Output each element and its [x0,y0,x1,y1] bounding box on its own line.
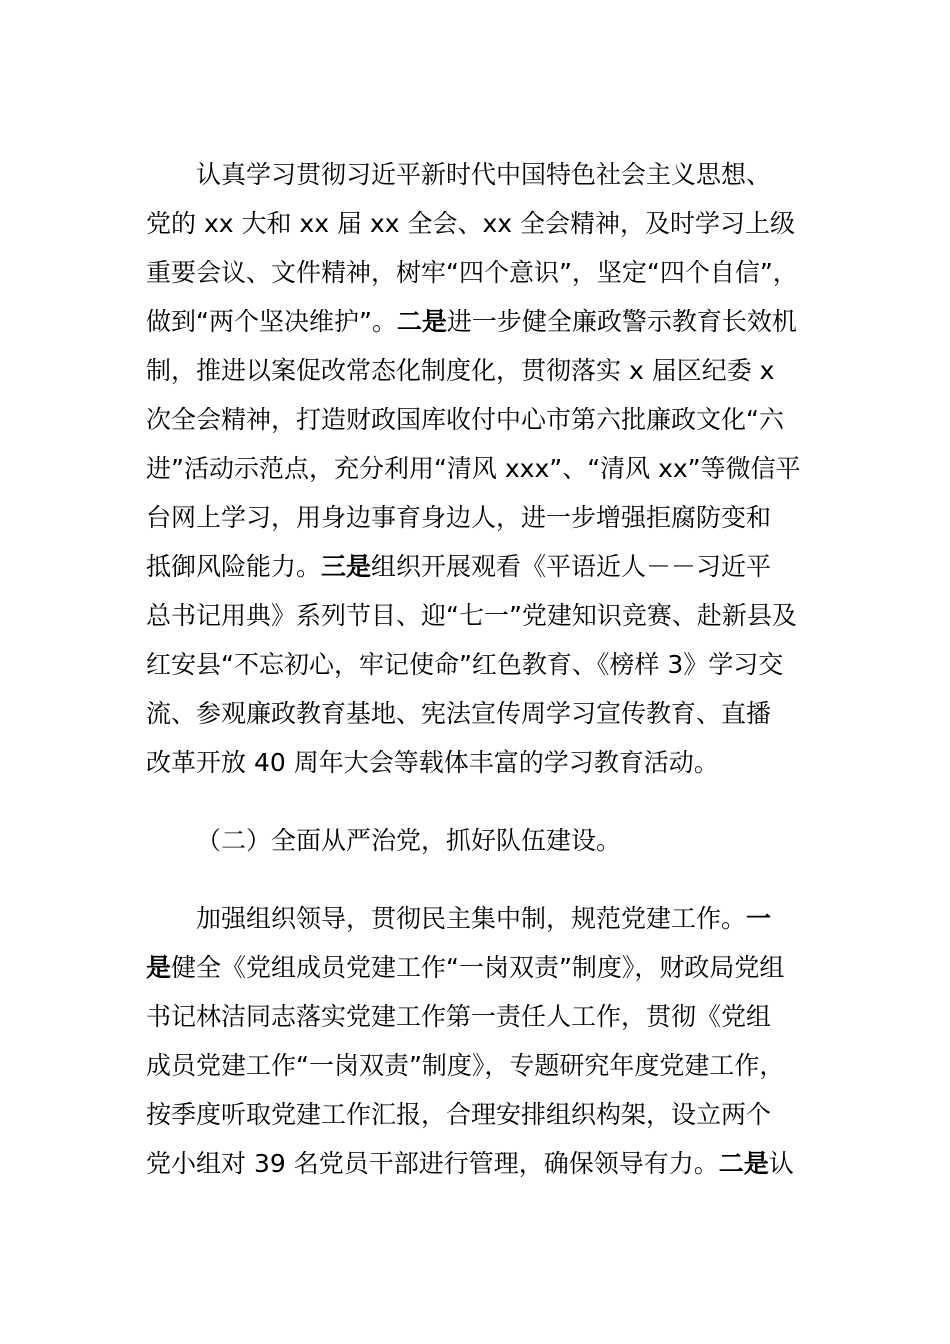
paragraph-line: 进”活动示范点，充分利用“清风 xxx”、“清风 xx”等微信平 [146,454,801,483]
bold-marker: 一 [746,904,772,933]
bold-marker: 二是 [718,1149,769,1178]
paragraph-spacer [146,865,810,894]
paragraph-line: 重要会议、文件精神，树牢“四个意识”，坚定“四个自信”， [146,258,798,287]
paragraph-line: 次全会精神，打造财政国库收付中心市第六批廉政文化“六 [146,405,784,434]
bold-marker: 二是 [396,307,447,336]
paragraph-line [146,297,810,346]
paragraph-line [146,894,810,943]
paragraph-line: 总书记用典》系列节目、迎“七一”党建知识竞赛、赴新县及 [146,601,797,630]
paragraph-line: 认真学习贯彻习近平新时代中国特色社会主义思想、 [196,160,772,189]
paragraph-line [146,542,810,591]
paragraph-line: 台网上学习，用身边事育身边人，进一步增强拒腐防变和 [146,503,772,532]
text-run: 加强组织领导，贯彻民主集中制，规范党建工作。 [196,904,747,933]
text-run: 做到“两个坚决维护”。 [146,307,397,336]
bold-marker: 是 [146,953,172,982]
paragraph-line: 成员党建工作“一岗双责”制度》，专题研究年度党建工作， [146,1051,785,1080]
section-heading: （二）全面从严治党，抓好队伍建设。 [196,826,622,855]
text-run: 组织开展观看《平语近人－－习近平 [371,552,772,581]
paragraph-line: 书记林洁同志落实党建工作第一责任人工作，贯彻《党组 [146,1002,772,1031]
paragraph-line: 流、参观廉政教育基地、宪法宣传周学习宣传教育、直播 [146,699,772,728]
paragraph-line: 改革开放 40 周年大会等载体丰富的学习教育活动。 [146,748,719,777]
text-run: 党小组对 39 名党员干部进行管理，确保领导有力。 [146,1149,719,1178]
text-run: 认 [768,1149,794,1178]
text-run: 健全《党组成员党建工作“一岗双责”制度》，财政局党组 [171,953,785,982]
paragraph-line [146,1139,810,1188]
paragraph-line: 按季度听取党建工作汇报，合理安排组织构架，设立两个 [146,1100,772,1129]
paragraph-line [146,943,810,992]
paragraph-spacer [146,787,810,816]
text-run: 进一步健全廉政警示教育长效机 [446,307,797,336]
bold-marker: 三是 [321,552,372,581]
text-run: 抵御风险能力。 [146,552,322,581]
document-body [146,150,810,1188]
paragraph-line: 红安县“不忘初心，牢记使命”红色教育、《榜样 3》学习交 [146,650,784,679]
paragraph-line: 制，推进以案促改常态化制度化，贯彻落实 x 届区纪委 x [146,356,775,385]
paragraph-line: 党的 xx 大和 xx 届 xx 全会、xx 全会精神，及时学习上级 [146,209,795,238]
